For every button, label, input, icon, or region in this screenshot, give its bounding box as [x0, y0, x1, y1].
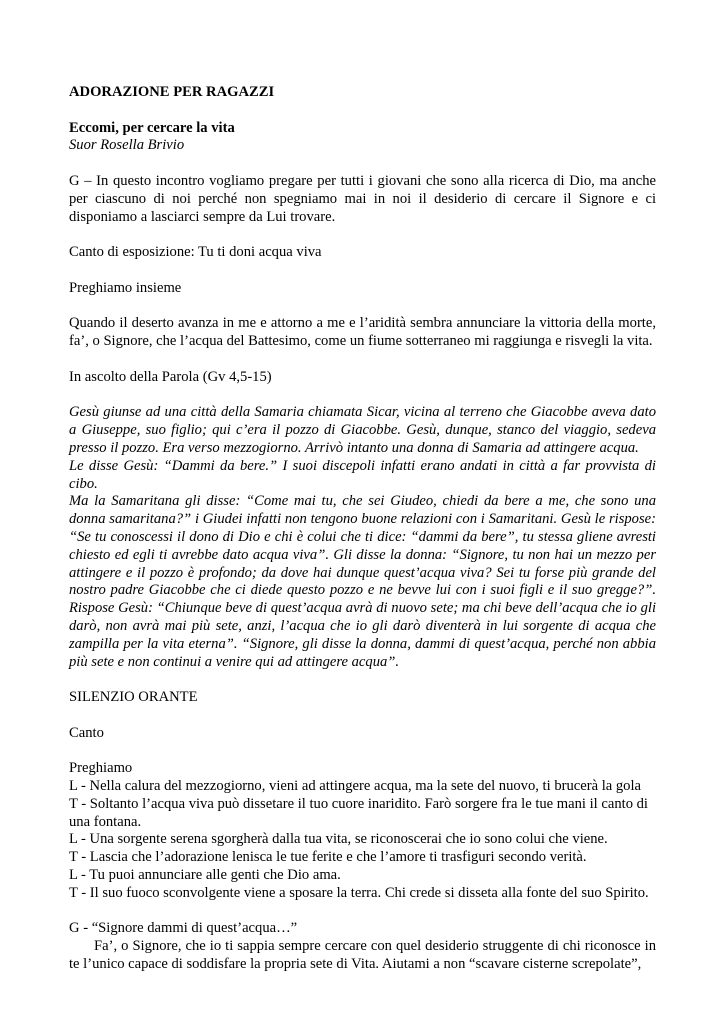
ascolto-heading: In ascolto della Parola (Gv 4,5-15) — [69, 368, 272, 385]
intro-paragraph: G – In questo incontro vogliamo pregare per tutti i giovani che sono alla ricerca di Dio, ma anche per ciascuno di noi perché non spegniamo mai in noi il desiderio di cercare il Signore e ci disponiamo a lasciarci sempre da Lui trovare. — [69, 172, 656, 225]
document-title: ADORAZIONE PER RAGAZZI — [69, 84, 275, 100]
litany-line: L - Nella calura del mezzogiorno, vieni ad attingere acqua, ma la sete del nuovo, ti brucerà la gola — [69, 778, 642, 795]
closing-heading: G - “Signore dammi di quest’acqua…” — [69, 920, 298, 937]
document-body — [69, 84, 656, 974]
closing-paragraph: Fa’, o Signore, che io ti sappia sempre cercare con quel desiderio struggente di chi riconosce in te l’unico capace di soddisfare la propria sete di Vita. Aiutami a non “scavare cisterne screpolate”, — [69, 938, 656, 973]
author: Suor Rosella Brivio — [69, 137, 185, 154]
prayer-paragraph: Quando il deserto avanza in me e attorno a me e l’aridità sembra annunciare la vittoria della morte, fa’, o Signore, che l’acqua del Battesimo, come un fiume sotterraneo mi raggiunga e risvegli la vita. — [69, 315, 656, 350]
litany-line: T - Il suo fuoco sconvolgente viene a sposare la terra. Chi crede si disseta alla fonte del suo Spirito. — [69, 884, 649, 901]
silenzio-heading: SILENZIO ORANTE — [69, 689, 198, 706]
litany-line: L - Una sorgente serena sgorgherà dalla tua vita, se riconoscerai che io sono colui che viene. — [69, 831, 608, 848]
litany-line: L - Tu puoi annunciare alle genti che Dio ama. — [69, 867, 341, 884]
litany-line: T - Lascia che l’adorazione lenisca le tue ferite e che l’amore ti trasfiguri secondo verità. — [69, 849, 587, 866]
canto-esposizione: Canto di esposizione: Tu ti doni acqua viva — [69, 244, 322, 261]
canto-heading: Canto — [69, 724, 104, 741]
gospel-paragraph: Ma la Samaritana gli disse: “Come mai tu, che sei Giudeo, chiedi da bere a me, che sono una donna samaritana?” i Giudei infatti non tengono buone relazioni con i Samaritani. Gesù le rispose: “Se tu conoscessi il dono di Dio e chi è colui che ti dice: “dammi da bere”, tu stessa gliene avresti chiesto ed egli ti avrebbe dato acqua viva”. Gli disse la donna: “Signore, tu non hai un mezzo per attingere e il pozzo è profondo; da dove hai dunque quest’acqua viva? Sei tu forse più grande del nostro padre Giacobbe che ci diede questo pozzo e ne bevve lui con i suoi figli e il suo gregge?”. Rispose Gesù: “Chiunque beve di quest’acqua avrà di nuovo sete; ma chi beve dell’acqua che io gli darò, non avrà mai più sete, anzi, l’acqua che io gli darò diventerà in lui sorgente di acqua che zampilla per la vita eterna”. “Signore, gli disse la donna, dammi di quest’acqua, perché non abbia più sete e non continui a venire qui ad attingere acqua”. — [69, 493, 656, 670]
litany-line: T - Soltanto l’acqua viva può dissetare il tuo cuore inaridito. Farò sorgere fra le tue mani il canto di una fontana. — [69, 795, 648, 830]
gospel-paragraph: Le disse Gesù: “Dammi da bere.” I suoi discepoli infatti erano andati in città a far provvista di cibo. — [69, 457, 656, 492]
document-subtitle: Eccomi, per cercare la vita — [69, 119, 235, 136]
preghiamo-insieme-heading: Preghiamo insieme — [69, 279, 182, 296]
gospel-paragraph: Gesù giunse ad una città della Samaria chiamata Sicar, vicina al terreno che Giacobbe aveva dato a Giuseppe, suo figlio; qui c’era il pozzo di Giacobbe. Gesù, dunque, stanco del viaggio, sedeva presso il pozzo. Era verso mezzogiorno. Arrivò intanto una donna di Samaria ad attingere acqua. — [69, 404, 656, 456]
preghiamo-heading: Preghiamo — [69, 760, 133, 777]
